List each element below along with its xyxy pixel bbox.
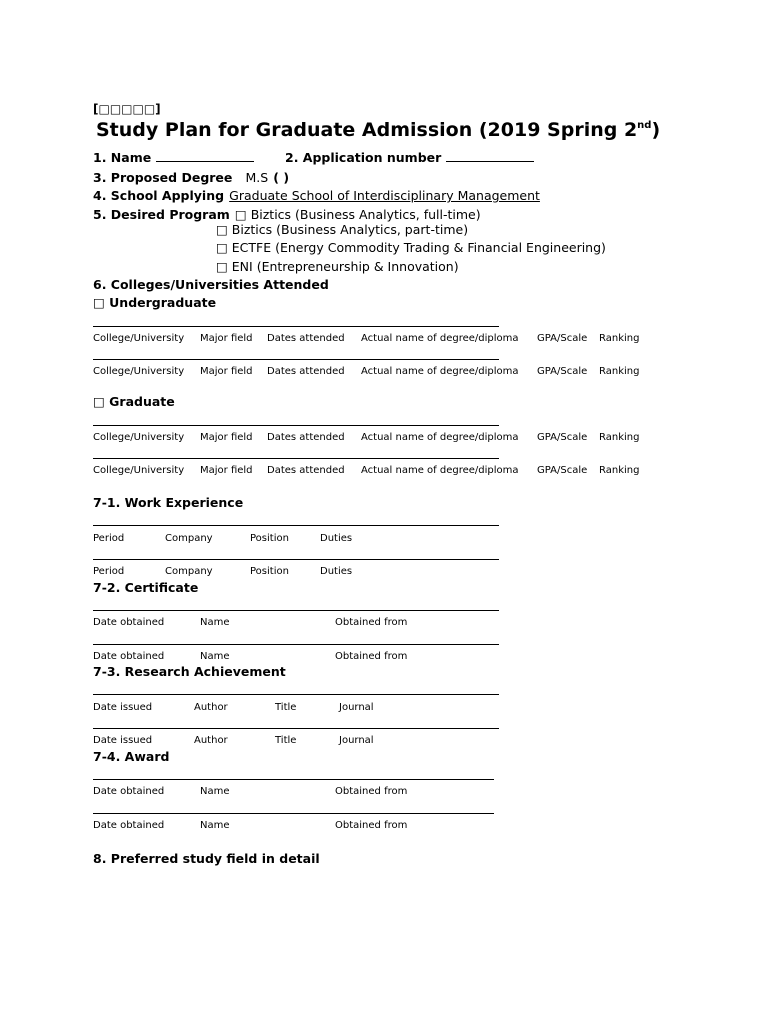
col-label: Name <box>200 820 230 831</box>
col-label: Position <box>250 566 289 577</box>
col-label: Ranking <box>599 366 640 377</box>
award-heading: 7-4. Award <box>93 749 170 764</box>
col-label: Duties <box>320 566 353 577</box>
input-line[interactable] <box>93 525 499 526</box>
col-label: College/University <box>93 432 185 443</box>
appno-label: 2. Application number <box>285 150 442 165</box>
col-label: Obtained from <box>335 617 408 628</box>
col-label: Journal <box>339 702 374 713</box>
col-label: Major field <box>200 333 253 344</box>
col-label: Date issued <box>93 735 153 746</box>
input-line[interactable] <box>93 610 499 611</box>
program-label: 5. Desired Program <box>93 207 230 222</box>
input-line[interactable] <box>93 326 499 327</box>
school-label: 4. School Applying <box>93 188 225 203</box>
input-line[interactable] <box>93 694 499 695</box>
col-label: Date issued <box>93 702 153 713</box>
title-close: ) <box>651 119 661 141</box>
col-label: Dates attended <box>267 432 345 443</box>
cert-heading: 7-2. Certificate <box>93 580 199 595</box>
col-label: Major field <box>200 432 253 443</box>
col-label: Duties <box>320 533 353 544</box>
col-label: Company <box>165 566 213 577</box>
section8-heading: 8. Preferred study field in detail <box>93 851 320 866</box>
col-label: Author <box>194 702 228 713</box>
name-label: 1. Name <box>93 150 152 165</box>
col-label: Date obtained <box>93 651 165 662</box>
section6-heading: 6. Colleges/Universities Attended <box>93 277 329 292</box>
school-row <box>93 185 540 204</box>
degree-checkbox[interactable]: ( ) <box>273 170 290 185</box>
input-line[interactable] <box>93 728 499 729</box>
research-heading: 7-3. Research Achievement <box>93 664 286 679</box>
col-label: GPA/Scale <box>537 333 588 344</box>
col-label: College/University <box>93 366 185 377</box>
degree-value: M.S <box>245 170 269 185</box>
school-value: Graduate School of Interdisciplinary Management <box>229 188 540 203</box>
col-label: Title <box>275 702 297 713</box>
col-label: Name <box>200 651 230 662</box>
col-label: Dates attended <box>267 366 345 377</box>
title-sup: nd <box>637 120 652 131</box>
col-label: Company <box>165 533 213 544</box>
col-label: GPA/Scale <box>537 465 588 476</box>
page-title <box>96 119 660 141</box>
col-label: College/University <box>93 465 185 476</box>
col-label: Obtained from <box>335 820 408 831</box>
col-label: Obtained from <box>335 651 408 662</box>
program-option[interactable]: □ ECTFE (Energy Commodity Trading & Financial Engineering) <box>216 240 606 255</box>
col-label: Name <box>200 786 230 797</box>
col-label: Actual name of degree/diploma <box>361 366 519 377</box>
header-tag: [□□□□□] <box>93 102 161 116</box>
name-row <box>93 149 254 165</box>
col-label: Obtained from <box>335 786 408 797</box>
col-label: Ranking <box>599 432 640 443</box>
name-field[interactable] <box>156 149 254 162</box>
program-row <box>93 204 481 223</box>
col-label: Dates attended <box>267 465 345 476</box>
col-label: Actual name of degree/diploma <box>361 432 519 443</box>
col-label: Journal <box>339 735 374 746</box>
program-option[interactable]: □ Biztics (Business Analytics, full-time) <box>234 207 481 222</box>
input-line[interactable] <box>93 779 494 780</box>
degree-label: 3. Proposed Degree <box>93 170 233 185</box>
col-label: GPA/Scale <box>537 432 588 443</box>
input-line[interactable] <box>93 458 499 459</box>
col-label: Actual name of degree/diploma <box>361 333 519 344</box>
col-label: Name <box>200 617 230 628</box>
input-line[interactable] <box>93 425 499 426</box>
program-option[interactable]: □ ENI (Entrepreneurship & Innovation) <box>216 259 459 274</box>
graduate-checkbox[interactable]: □ Graduate <box>93 394 175 409</box>
input-line[interactable] <box>93 559 499 560</box>
col-label: Actual name of degree/diploma <box>361 465 519 476</box>
appno-row <box>285 149 534 165</box>
col-label: Position <box>250 533 289 544</box>
input-line[interactable] <box>93 644 499 645</box>
col-label: Period <box>93 533 125 544</box>
col-label: Title <box>275 735 297 746</box>
program-option[interactable]: □ Biztics (Business Analytics, part-time) <box>216 222 469 237</box>
input-line[interactable] <box>93 813 494 814</box>
col-label: Date obtained <box>93 786 165 797</box>
title-main: Study Plan for Graduate Admission (2019 Spring 2 <box>96 119 638 141</box>
appno-field[interactable] <box>446 149 534 162</box>
degree-row <box>93 167 289 186</box>
col-label: Author <box>194 735 228 746</box>
col-label: Major field <box>200 366 253 377</box>
col-label: Date obtained <box>93 820 165 831</box>
undergrad-checkbox[interactable]: □ Undergraduate <box>93 295 217 310</box>
col-label: Ranking <box>599 465 640 476</box>
col-label: GPA/Scale <box>537 366 588 377</box>
col-label: Dates attended <box>267 333 345 344</box>
col-label: Date obtained <box>93 617 165 628</box>
work-heading: 7-1. Work Experience <box>93 495 244 510</box>
col-label: Ranking <box>599 333 640 344</box>
col-label: Major field <box>200 465 253 476</box>
col-label: College/University <box>93 333 185 344</box>
input-line[interactable] <box>93 359 499 360</box>
col-label: Period <box>93 566 125 577</box>
